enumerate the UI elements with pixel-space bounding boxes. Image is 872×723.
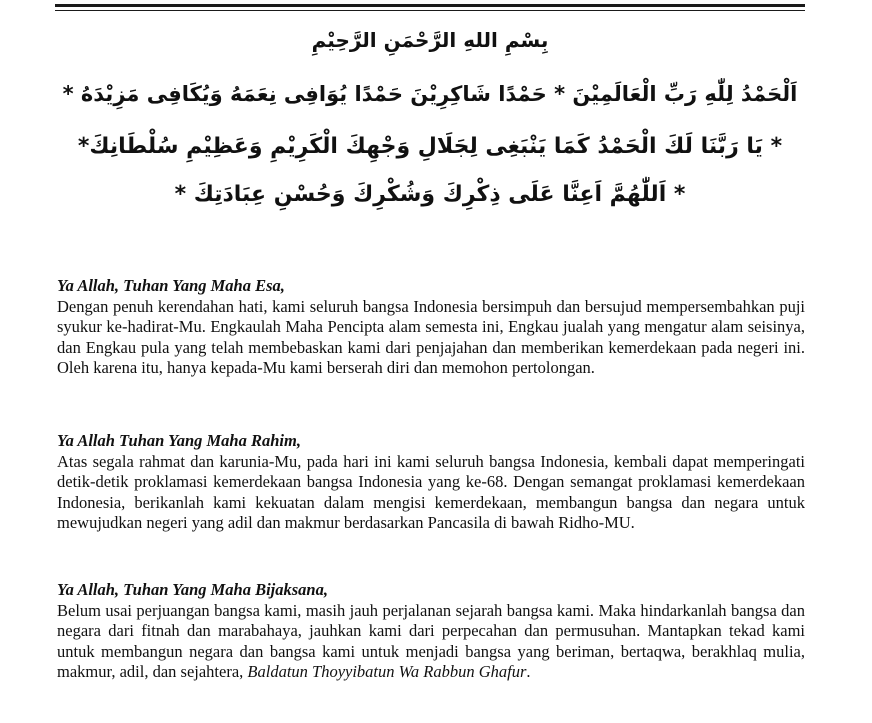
- section-heading: Ya Allah, Tuhan Yang Maha Esa,: [57, 276, 285, 295]
- arabic-prayer-line-1: اَلْحَمْدُ لِلّٰهِ رَبِّ الْعَالَمِيْنَ * حَمْدًا شَاكِرِيْنَ حَمْدًا يُوَافِى نِعَمَهُ وَيُكَافِى مَزِيْدَهُ *: [62, 82, 798, 106]
- basmalah: بِسْمِ اللهِ الرَّحْمَنِ الرَّحِيْمِ: [311, 28, 549, 52]
- arabic-prayer-line-3: * اَللّٰهُمَّ اَعِنَّا عَلَى ذِكْرِكَ وَشُكْرِكَ وَحُسْنِ عِبَادَتِكَ *: [174, 182, 686, 207]
- prayer-section-2: [57, 431, 805, 534]
- arabic-prayer-line-2: * يَا رَبَّنَا لَكَ الْحَمْدُ كَمَا يَنْبَغِى لِجَلَالِ وَجْهِكَ الْكَرِيْمِ وَعَظِيْمِ سُلْطَانِكَ*: [77, 134, 783, 159]
- section-heading: Ya Allah, Tuhan Yang Maha Bijaksana,: [57, 580, 328, 599]
- closing-punctuation: .: [526, 662, 531, 681]
- top-thin-rule: [55, 10, 805, 11]
- top-double-rule: [55, 4, 805, 7]
- section-paragraph: Atas segala rahmat dan karunia-Mu, pada hari ini kami seluruh bangsa Indonesia, kembali dapat memperingati detik-detik proklamasi kemerdekaan bangsa Indonesia yang ke-68. Dengan semangat proklamasi kemerdekaan Indonesia, berikanlah kami kekuatan dalam mengisi kemerdekaan, membangun bangsa dan negara untuk mewujudkan negeri yang adil dan makmur berdasarkan Pancasila di bawah Ridho-MU.: [57, 451, 805, 532]
- section-heading: Ya Allah Tuhan Yang Maha Rahim,: [57, 431, 301, 450]
- section-paragraph: Dengan penuh kerendahan hati, kami seluruh bangsa Indonesia bersimpuh dan bersujud mempersembahkan puji syukur ke-hadirat-Mu. Engkaulah Maha Pencipta alam semesta ini, Engkau jualah yang mengatur alam seisinya, dan Engkau pula yang telah membebaskan kami dari penjajahan dan memberikan kemerdekaan pada negeri ini. Oleh karena itu, hanya kepada-Mu kami berserah diri dan memohon pertolongan.: [57, 296, 805, 377]
- prayer-section-1: [57, 276, 805, 379]
- section-paragraph: [57, 601, 805, 683]
- closing-phrase: Baldatun Thoyyibatun Wa Rabbun Ghafur: [247, 662, 527, 681]
- prayer-section-3: [57, 580, 805, 683]
- section-paragraph-text: Belum usai perjuangan bangsa kami, masih jauh perjalanan sejarah bangsa kami. Maka hindarkanlah bangsa dan negara dari fitnah dan marabahaya, jauhkan kami dari perpecahan dan permusuhan. Mantapkan tekad kami untuk membangun negara dan bangsa kami untuk menjadi bangsa yang beriman, bertaqwa, berakhlaq mulia, makmur, adil, dan sejahtera,: [57, 600, 805, 681]
